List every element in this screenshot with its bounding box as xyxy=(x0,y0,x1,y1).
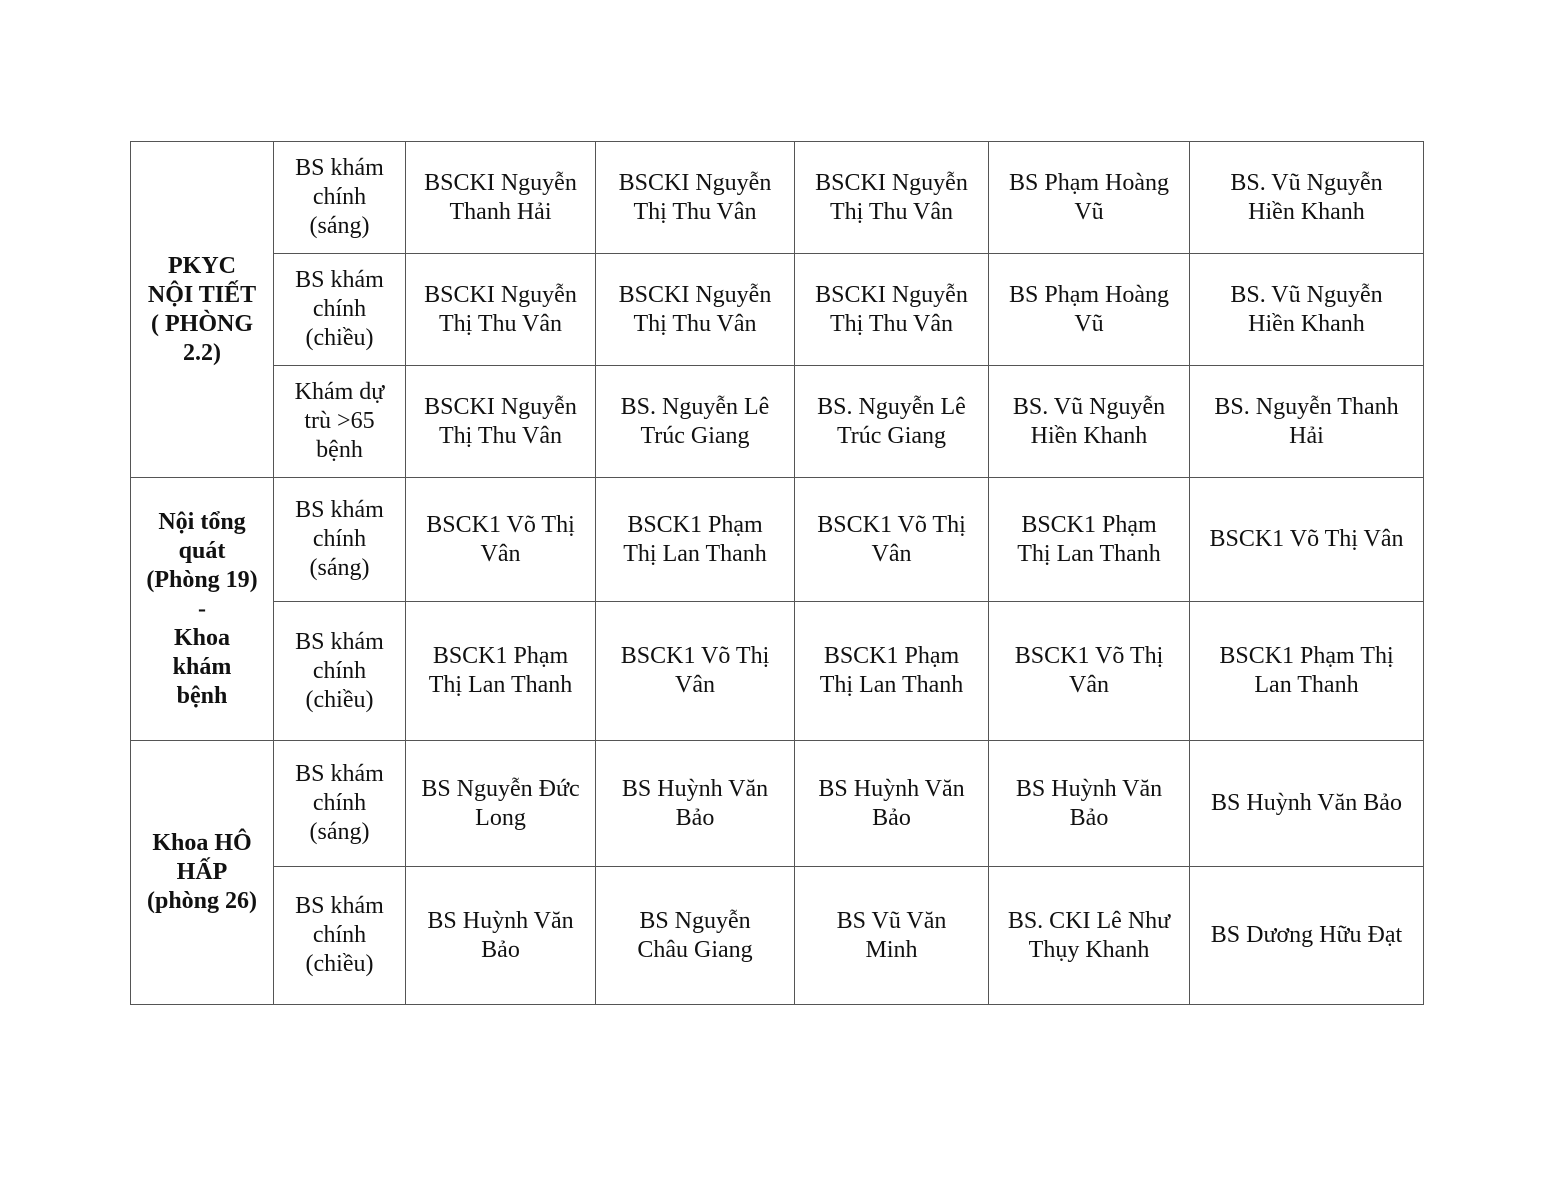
doctor-cell: BSCKI Nguyễn Thị Thu Vân xyxy=(795,254,989,366)
doctor-cell: BS. Vũ Nguyễn Hiền Khanh xyxy=(1190,254,1424,366)
doctor-cell: BSCK1 Phạm Thị Lan Thanh xyxy=(596,478,795,602)
doctor-cell: BSCK1 Võ Thị Vân xyxy=(596,602,795,741)
shift-cell: BS khám chính (sáng) xyxy=(274,142,406,254)
department-cell: Nội tổng quát (Phòng 19) - Khoa khám bệnh xyxy=(131,478,274,741)
table-row xyxy=(131,602,1424,741)
doctor-cell: BSCKI Nguyễn Thị Thu Vân xyxy=(795,142,989,254)
doctor-cell: BS Huỳnh Văn Bảo xyxy=(1190,741,1424,867)
department-cell: PKYC NỘI TIẾT ( PHÒNG 2.2) xyxy=(131,142,274,478)
doctor-cell: BS Nguyễn Đức Long xyxy=(406,741,596,867)
doctor-cell: BS. CKI Lê Như Thụy Khanh xyxy=(989,867,1190,1005)
table-row xyxy=(131,867,1424,1005)
table-row xyxy=(131,254,1424,366)
doctor-cell: BSCKI Nguyễn Thanh Hải xyxy=(406,142,596,254)
doctor-cell: BSCK1 Võ Thị Vân xyxy=(1190,478,1424,602)
doctor-schedule-table xyxy=(130,141,1424,1005)
doctor-cell: BSCKI Nguyễn Thị Thu Vân xyxy=(406,366,596,478)
doctor-cell: BSCKI Nguyễn Thị Thu Vân xyxy=(596,254,795,366)
table-row xyxy=(131,366,1424,478)
doctor-cell: BS. Nguyễn Thanh Hải xyxy=(1190,366,1424,478)
doctor-cell: BSCK1 Phạm Thị Lan Thanh xyxy=(1190,602,1424,741)
doctor-cell: BS Phạm Hoàng Vũ xyxy=(989,142,1190,254)
table-row xyxy=(131,478,1424,602)
doctor-cell: BS Phạm Hoàng Vũ xyxy=(989,254,1190,366)
doctor-cell: BS. Nguyễn Lê Trúc Giang xyxy=(596,366,795,478)
doctor-cell: BS. Vũ Nguyễn Hiền Khanh xyxy=(1190,142,1424,254)
shift-cell: BS khám chính (chiều) xyxy=(274,254,406,366)
doctor-cell: BS Huỳnh Văn Bảo xyxy=(406,867,596,1005)
doctor-cell: BSCK1 Võ Thị Vân xyxy=(406,478,596,602)
doctor-cell: BSCK1 Võ Thị Vân xyxy=(795,478,989,602)
shift-cell: Khám dự trù >65 bệnh xyxy=(274,366,406,478)
doctor-cell: BSCK1 Võ Thị Vân xyxy=(989,602,1190,741)
shift-cell: BS khám chính (chiều) xyxy=(274,867,406,1005)
doctor-cell: BSCKI Nguyễn Thị Thu Vân xyxy=(596,142,795,254)
doctor-cell: BS Huỳnh Văn Bảo xyxy=(795,741,989,867)
shift-cell: BS khám chính (sáng) xyxy=(274,741,406,867)
doctor-cell: BS Huỳnh Văn Bảo xyxy=(596,741,795,867)
doctor-cell: BSCKI Nguyễn Thị Thu Vân xyxy=(406,254,596,366)
department-cell: Khoa HÔ HẤP (phòng 26) xyxy=(131,741,274,1005)
doctor-cell: BSCK1 Phạm Thị Lan Thanh xyxy=(989,478,1190,602)
doctor-cell: BS Dương Hữu Đạt xyxy=(1190,867,1424,1005)
doctor-cell: BSCK1 Phạm Thị Lan Thanh xyxy=(795,602,989,741)
table-row xyxy=(131,142,1424,254)
doctor-cell: BS Huỳnh Văn Bảo xyxy=(989,741,1190,867)
shift-cell: BS khám chính (sáng) xyxy=(274,478,406,602)
doctor-cell: BSCK1 Phạm Thị Lan Thanh xyxy=(406,602,596,741)
doctor-cell: BS. Vũ Nguyễn Hiền Khanh xyxy=(989,366,1190,478)
table-row xyxy=(131,741,1424,867)
doctor-cell: BS. Nguyễn Lê Trúc Giang xyxy=(795,366,989,478)
doctor-cell: BS Vũ Văn Minh xyxy=(795,867,989,1005)
doctor-cell: BS Nguyễn Châu Giang xyxy=(596,867,795,1005)
shift-cell: BS khám chính (chiều) xyxy=(274,602,406,741)
